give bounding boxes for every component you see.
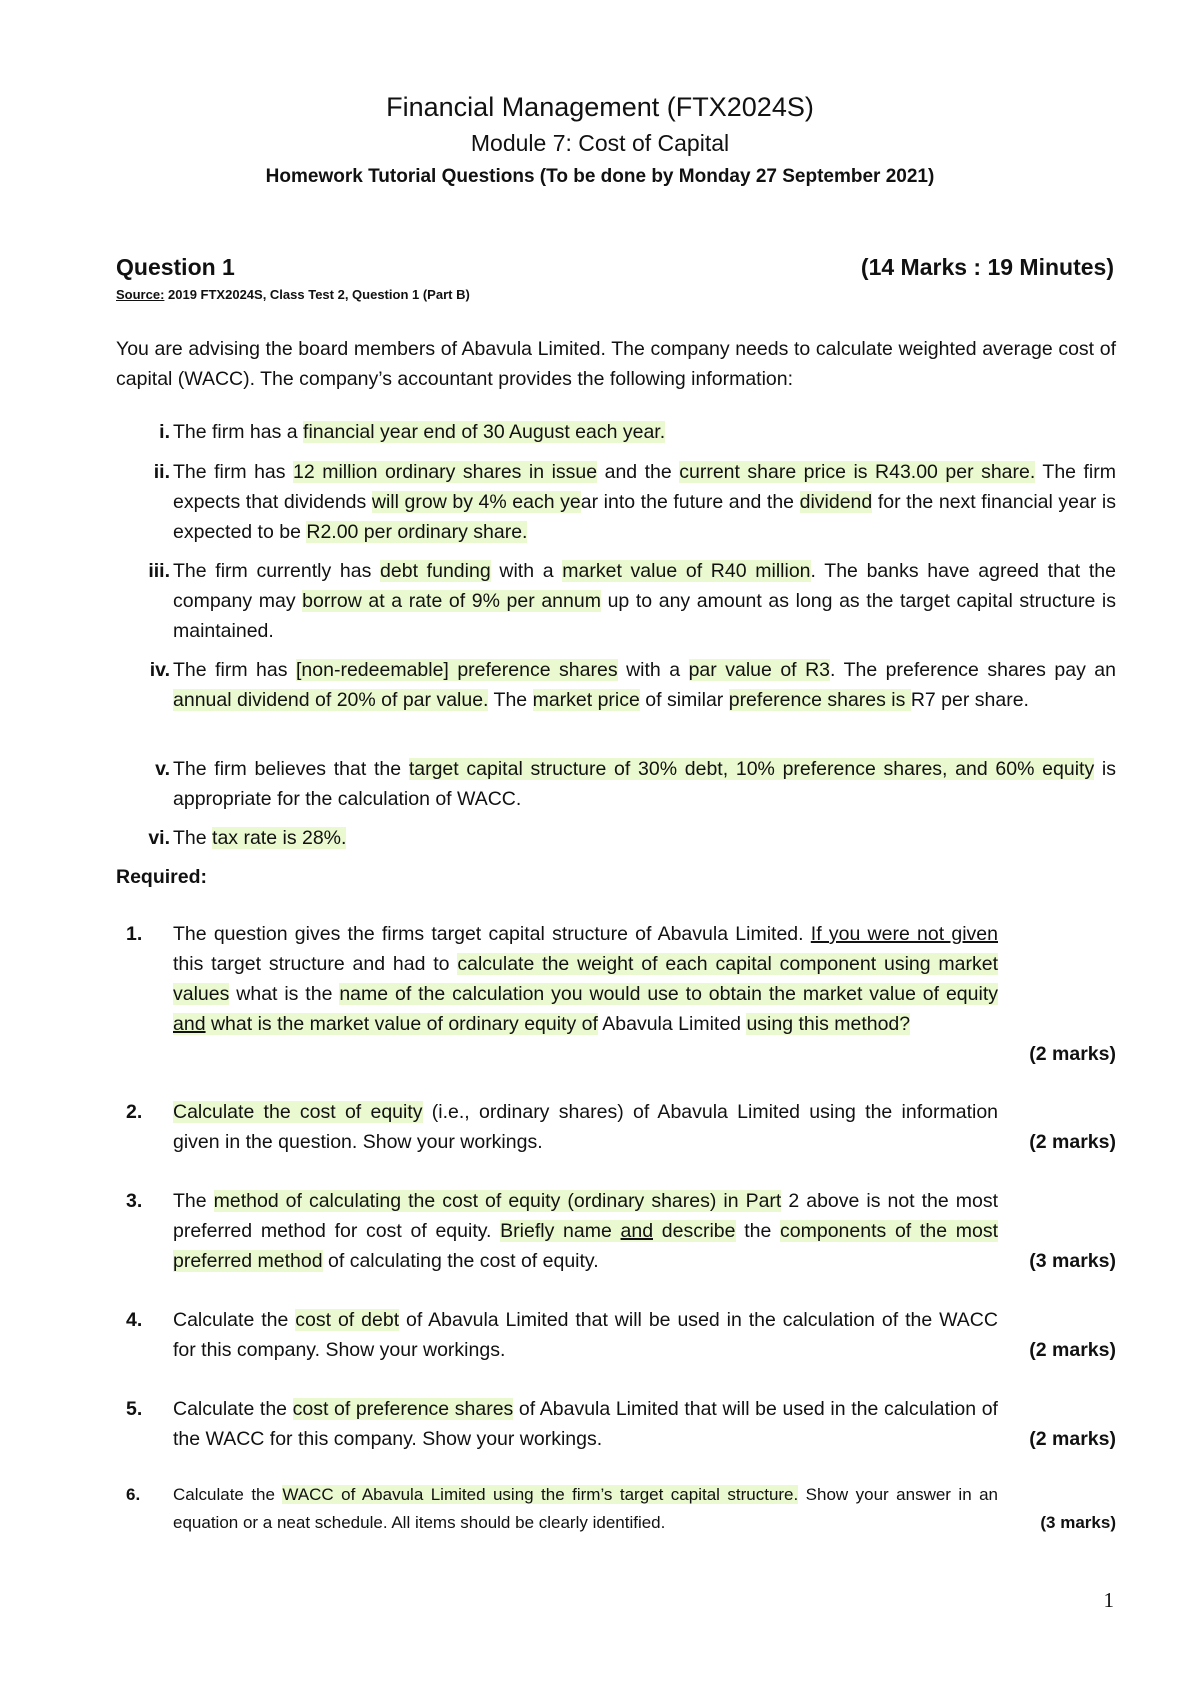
text-run: Show your answer in an equation or a neat schedule. All items should be clearly identified. (173, 1485, 999, 1532)
text-run: of similar (639, 689, 729, 711)
required-number: 1. (126, 923, 143, 945)
highlight: WACC of Abavula Limited using the firm’s target capital structure. (282, 1485, 799, 1504)
required-text (173, 1481, 998, 1537)
text-run: of Abavula Limited that will be used in the calculation of the WACC for this company. Show your workings. (173, 1309, 998, 1361)
highlight: financial year end of 30 August each year. (303, 421, 666, 443)
info-item-text (173, 556, 1116, 646)
text-run: this target structure and had to (173, 953, 458, 975)
highlight: par value of R3 (688, 659, 831, 681)
text-run: The firm has (173, 461, 294, 483)
text-run: The firm has (173, 659, 296, 681)
info-item-text (173, 823, 1116, 853)
info-item-text (173, 754, 1116, 814)
highlight: annual dividend of 20% of par value. (173, 689, 489, 711)
text-run: The firm believes that the (173, 758, 409, 780)
highlight: Calculate the cost of equity (173, 1101, 423, 1123)
highlight: using this method? (746, 1013, 911, 1035)
text-run: is appropriate for the calculation of WACC. (173, 758, 1116, 810)
required-marks: (2 marks) (1029, 1428, 1116, 1450)
highlight: cost of preference shares (292, 1398, 514, 1420)
info-item-text (173, 655, 1116, 715)
source-text: 2019 FTX2024S, Class Test 2, Question 1 (Part B) (164, 287, 470, 302)
required-heading: Required: (116, 866, 208, 888)
info-item-number: vi. (148, 827, 170, 849)
info-item-number: iii. (148, 560, 170, 582)
text-run: ar into the future and the (580, 491, 800, 513)
required-number: 2. (126, 1101, 143, 1123)
text-run: . The preference shares pay an (830, 659, 1116, 681)
info-item-text (173, 417, 1116, 447)
required-number: 4. (126, 1309, 143, 1331)
text-run: (i.e., ordinary shares) of Abavula Limited using the information given in the question. Show your workings. (173, 1101, 999, 1153)
text-run: with a (617, 659, 689, 681)
required-number: 3. (126, 1190, 143, 1212)
text-run: The (173, 827, 213, 849)
info-item-number: ii. (153, 461, 170, 483)
info-item-number: iv. (149, 659, 170, 681)
required-text (173, 1305, 998, 1365)
homework-subtitle: Homework Tutorial Questions (To be done by Monday 27 September 2021) (265, 166, 935, 187)
highlight: what is the market value of ordinary equity of (205, 1013, 598, 1035)
question-title: Question 1 (116, 254, 235, 280)
info-item-number: i. (159, 421, 170, 443)
required-number: 6. (126, 1485, 141, 1504)
text-run: Abavula Limited (597, 1013, 747, 1035)
required-text (173, 1097, 998, 1157)
required-marks: (2 marks) (1029, 1339, 1116, 1361)
question-source (116, 287, 470, 302)
text-run: of Abavula Limited that will be used in the calculation of the WACC for this company. Show your workings. (173, 1398, 998, 1450)
required-text (173, 1186, 998, 1276)
highlight: current share price is R43.00 per share. (679, 461, 1036, 483)
text-run: R7 per share. (910, 689, 1029, 711)
highlight: will grow by 4% each ye (371, 491, 581, 513)
highlight: market value of R40 million (562, 560, 811, 582)
highlight: calculate the weight of each capital component using market values (173, 953, 999, 1005)
info-item-text (173, 457, 1116, 547)
text-run: The (173, 1190, 214, 1212)
text-run: The firm has a (173, 421, 304, 443)
required-number: 5. (126, 1398, 143, 1420)
highlight: name of the calculation you would use to obtain the market value of equity (339, 983, 998, 1005)
highlight: target capital structure of 30% debt, 10% preference shares, and 60% equity (408, 758, 1095, 780)
required-marks: (3 marks) (1040, 1513, 1116, 1532)
text-run: . The banks have agreed that the company may (173, 560, 1116, 612)
highlight: preference shares is (728, 689, 911, 711)
info-item-number: v. (155, 758, 170, 780)
highlight: market price (532, 689, 640, 711)
highlight: describe (653, 1220, 736, 1242)
highlight: [non-redeemable] preference shares (296, 659, 618, 681)
highlight: dividend (799, 491, 873, 513)
required-marks: (2 marks) (1029, 1043, 1116, 1065)
text-run: 2 above is not the most preferred method for cost of equity. (173, 1190, 998, 1242)
underlined-text: If you were not given (810, 923, 999, 945)
highlight: tax rate is 28%. (212, 827, 347, 849)
text-run: with a (490, 560, 563, 582)
text-run: Calculate the (173, 1485, 283, 1504)
source-label: Source: (116, 287, 165, 302)
text-run: of calculating the cost of equity. (322, 1250, 599, 1272)
required-text (173, 1394, 998, 1454)
required-marks: (2 marks) (1029, 1131, 1116, 1153)
text-run: The question gives the firms target capital structure of Abavula Limited. (173, 923, 811, 945)
text-run: The (488, 689, 533, 711)
text-run: up to any amount as long as the target capital structure is maintained. (173, 590, 1116, 642)
question-marks: (14 Marks : 19 Minutes) (860, 254, 1114, 280)
question-intro: You are advising the board members of Abavula Limited. The company needs to calculate weighted average cost of capital (WACC). The company’s accountant provides the following information: (116, 338, 1116, 390)
module-title: Module 7: Cost of Capital (470, 130, 730, 156)
highlight: 12 million ordinary shares in issue (293, 461, 598, 483)
highlight: Briefly name (500, 1220, 621, 1242)
highlight: cost of debt (295, 1309, 400, 1331)
page-number: 1 (1103, 1588, 1114, 1612)
highlight-underlined: and (173, 1013, 206, 1035)
highlight: debt funding (380, 560, 491, 582)
highlight: method of calculating the cost of equity (ordinary shares) in Part (213, 1190, 782, 1212)
required-text (173, 919, 998, 1039)
highlight-underlined: and (620, 1220, 654, 1242)
highlight: R2.00 per ordinary share. (306, 521, 528, 543)
highlight: borrow at a rate of 9% per annum (302, 590, 601, 612)
text-run: and the (597, 461, 680, 483)
text-run: The firm currently has (173, 560, 381, 582)
text-run: for the next financial year is expected to be (173, 491, 1116, 543)
text-run: what is the (229, 983, 340, 1005)
highlight: components of the most preferred method (173, 1220, 998, 1272)
text-run: Calculate the (173, 1309, 296, 1331)
text-run: The firm expects that dividends (173, 461, 1116, 513)
course-title: Financial Management (FTX2024S) (386, 92, 814, 122)
text-run: the (735, 1220, 781, 1242)
required-marks: (3 marks) (1029, 1250, 1116, 1272)
text-run: Calculate the (173, 1398, 293, 1420)
